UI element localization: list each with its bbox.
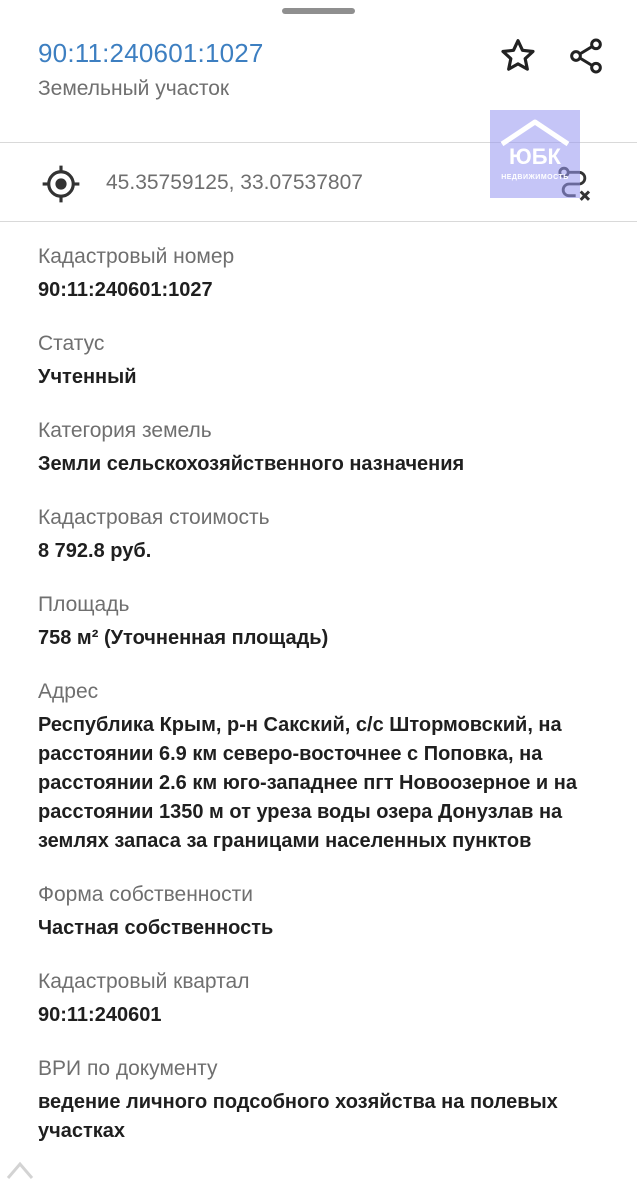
share-button[interactable] xyxy=(562,32,610,80)
field-ownership-form xyxy=(38,880,628,943)
field-value[interactable]: 90:11:240601:1027 xyxy=(38,279,213,301)
gps-target-icon xyxy=(40,163,82,205)
field-value[interactable]: 8 792.8 руб. xyxy=(38,540,152,562)
field-label: Форма собственности xyxy=(38,883,253,906)
field-label: Статус xyxy=(38,332,105,355)
field-label: Категория земель xyxy=(38,419,212,442)
divider xyxy=(0,221,637,222)
watermark-logo xyxy=(490,110,580,198)
field-label: Кадастровый номер xyxy=(38,245,235,268)
field-label: ВРИ по документу xyxy=(38,1057,218,1080)
field-value[interactable]: 758 м² (Уточненная площадь) xyxy=(38,627,329,649)
coordinates-text[interactable]: 45.35759125, 33.07537807 xyxy=(106,171,363,194)
watermark-text: ЮБК xyxy=(509,144,561,169)
field-value[interactable]: Республика Крым, р-н Сакский, с/с Штормовский, на расстоянии 6.9 км северо-восточнее с Поповка, на расстоянии 2.6 км юго-западнее пгт Новоозерное и на расстоянии 1350 м от уреза воды озера Донузлав на землях запаса за границами населенных пунктов xyxy=(38,714,577,852)
field-label: Кадастровая стоимость xyxy=(38,506,270,529)
field-permitted-use xyxy=(38,1054,628,1146)
field-value[interactable]: 90:11:240601 xyxy=(38,1004,162,1026)
page-title[interactable]: 90:11:240601:1027 xyxy=(38,38,264,68)
field-land-category xyxy=(38,416,628,479)
field-cadastral-number xyxy=(38,242,628,305)
field-address xyxy=(38,677,628,856)
watermark-corner-icon xyxy=(6,1160,34,1182)
watermark-subtext: НЕДВИЖИМОСТЬ xyxy=(501,174,569,181)
property-fields xyxy=(38,242,628,1170)
object-type-label: Земельный участок xyxy=(38,77,230,100)
field-label: Площадь xyxy=(38,593,130,616)
field-label: Кадастровый квартал xyxy=(38,970,250,993)
star-icon xyxy=(498,36,538,76)
field-area xyxy=(38,590,628,653)
field-label: Адрес xyxy=(38,680,99,703)
field-value[interactable]: Земли сельскохозяйственного назначения xyxy=(38,453,465,475)
field-value[interactable]: ведение личного подсобного хозяйства на полевых участках xyxy=(38,1091,558,1142)
field-status xyxy=(38,329,628,392)
share-icon xyxy=(566,36,606,76)
favorite-button[interactable] xyxy=(494,32,542,80)
field-cadastral-quarter xyxy=(38,967,628,1030)
field-value[interactable]: Частная собственность xyxy=(38,917,274,939)
field-value[interactable]: Учтенный xyxy=(38,366,137,388)
field-cadastral-cost xyxy=(38,503,628,566)
